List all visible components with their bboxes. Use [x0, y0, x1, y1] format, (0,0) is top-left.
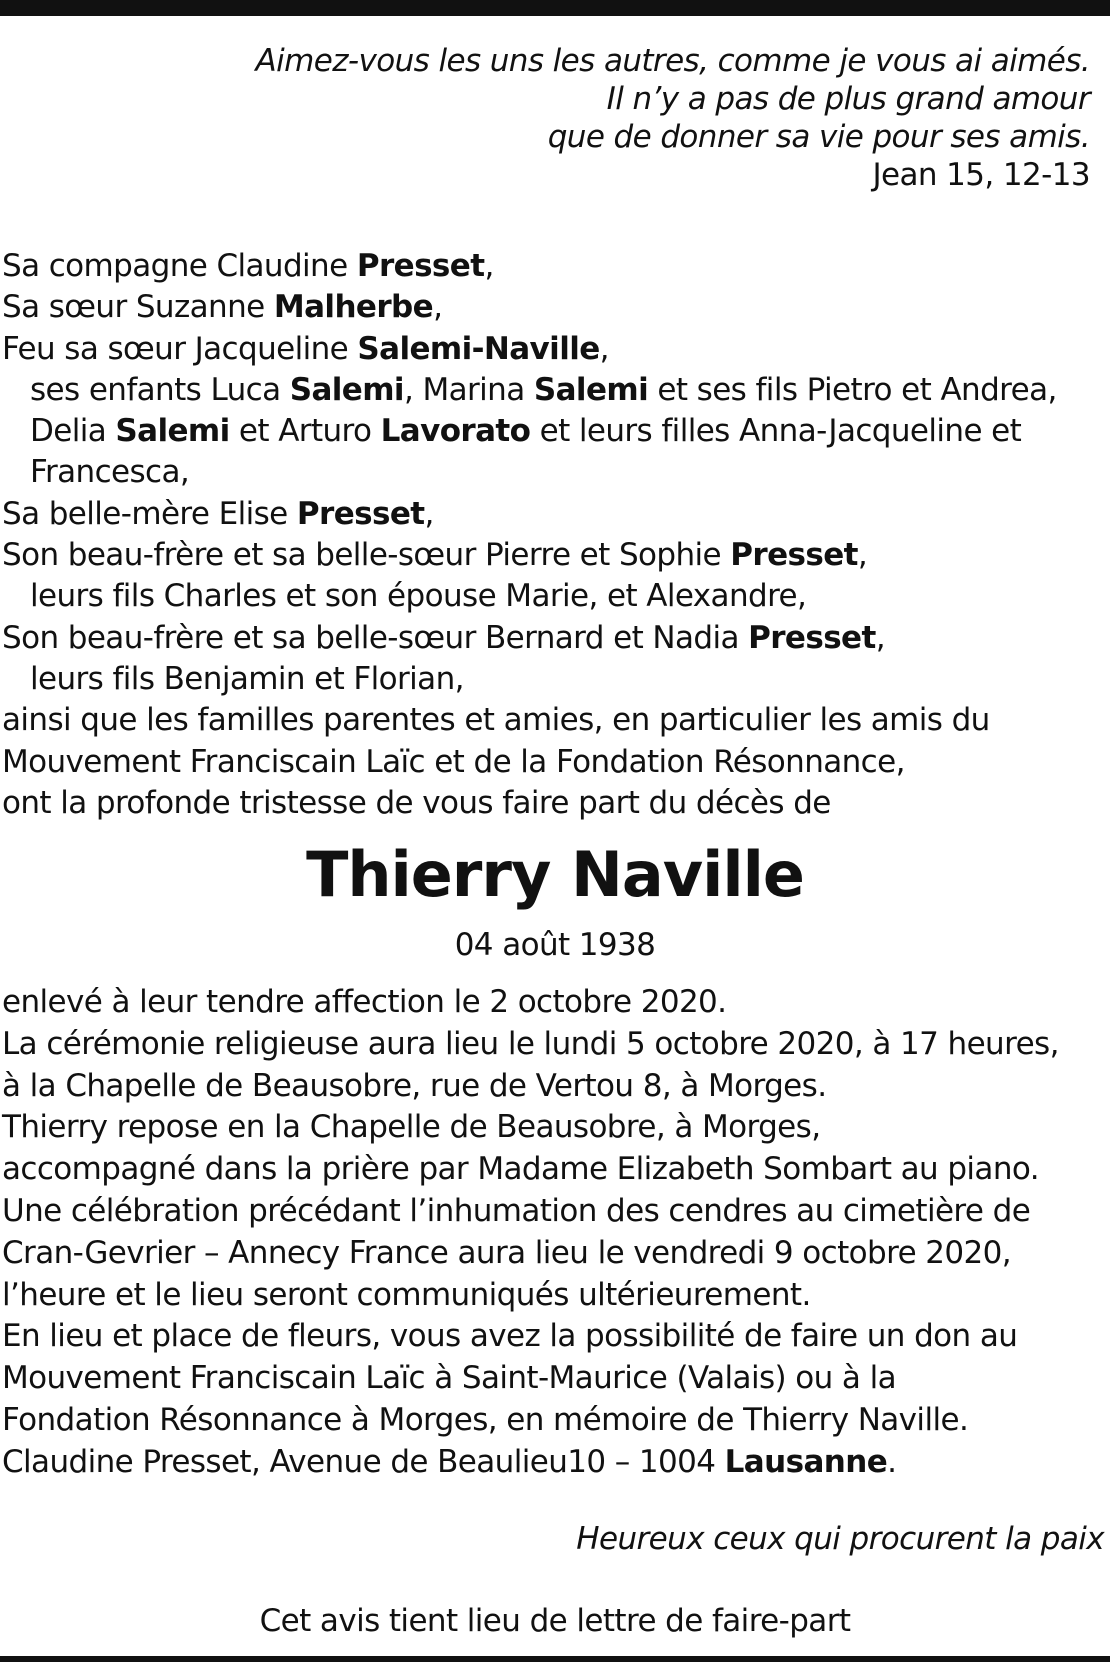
family-line — [2, 370, 1102, 411]
family-line — [2, 287, 1102, 328]
family-text: Son beau-frère et sa belle-sœur Pierre et Sophie — [2, 537, 731, 574]
family-punct: , — [875, 619, 885, 656]
body-line: Thierry repose en la Chapelle de Beausobre, à Morges, — [2, 1109, 821, 1146]
family-surname: Salemi — [533, 371, 649, 408]
deceased-name: Thierry Naville — [306, 838, 804, 911]
family-line: leurs fils Charles et son épouse Marie, et Alexandre, — [30, 578, 807, 615]
family-line — [2, 618, 1102, 659]
family-line — [2, 246, 1102, 287]
family-punct: , — [433, 289, 443, 326]
bottom-rule — [0, 1656, 1110, 1662]
family-text: , Marina — [403, 371, 534, 408]
family-line: Mouvement Franciscain Laïc et de la Fondation Résonnance, — [2, 743, 905, 780]
family-line — [2, 411, 1102, 452]
family-text: Sa compagne Claudine — [2, 248, 357, 284]
family-text: Feu sa sœur Jacqueline — [2, 330, 358, 367]
family-line — [2, 329, 1102, 370]
family-punct: , — [484, 248, 494, 284]
body-line: La cérémonie religieuse aura lieu le lundi 5 octobre 2020, à 17 heures, — [2, 1025, 1059, 1062]
family-text: ses enfants Luca — [30, 371, 290, 408]
family-line — [2, 494, 1102, 535]
body-line: l’heure et le lieu seront communiqués ultérieurement. — [2, 1276, 811, 1313]
body-line: accompagné dans la prière par Madame Elizabeth Sombart au piano. — [2, 1151, 1039, 1188]
epigraph — [256, 42, 1090, 194]
family-text: Delia — [30, 413, 116, 450]
epigraph-line: que de donner sa vie pour ses amis. — [547, 119, 1090, 155]
family-punct: , — [857, 537, 868, 574]
body-line: Mouvement Franciscain Laïc à Saint-Maurice (Valais) ou à la — [2, 1360, 896, 1397]
family-surname: Lavorato — [380, 413, 531, 450]
family-text: et ses fils Pietro et Andrea, — [648, 371, 1057, 408]
closing-quote: Heureux ceux qui procurent la paix — [576, 1521, 1104, 1557]
epigraph-line: Aimez-vous les uns les autres, comme je vous ai aimés. — [255, 43, 1090, 79]
epigraph-line: Il n’y a pas de plus grand amour — [606, 81, 1090, 117]
family-surname: Salemi — [115, 413, 230, 450]
notice-line: Cet avis tient lieu de lettre de faire-part — [259, 1603, 851, 1639]
family-text: et Arturo — [229, 413, 381, 450]
body-line: Une célébration précédant l’inhumation des cendres au cimetière de — [2, 1192, 1031, 1229]
family-line: ainsi que les familles parentes et amies, en particulier les amis du — [2, 702, 990, 739]
family-surname: Presset — [730, 537, 858, 574]
body-line: En lieu et place de fleurs, vous avez la possibilité de faire un don au — [2, 1318, 1018, 1355]
family-punct: , — [424, 495, 434, 532]
family-text: Sa belle-mère Elise — [2, 495, 297, 532]
body-line: à la Chapelle de Beausobre, rue de Vertou 8, à Morges. — [2, 1067, 827, 1104]
family-punct: , — [599, 330, 609, 367]
birth-date: 04 août 1938 — [454, 927, 656, 963]
contact-address — [2, 1442, 1102, 1484]
family-surname: Salemi — [289, 371, 404, 408]
family-line — [2, 535, 1102, 576]
family-text: Sa sœur Suzanne — [2, 289, 274, 326]
family-line: ont la profonde tristesse de vous faire part du décès de — [2, 784, 831, 821]
family-surname: Malherbe — [273, 289, 434, 326]
address-city: Lausanne — [724, 1443, 888, 1480]
body-line: enlevé à leur tendre affection le 2 octobre 2020. — [2, 984, 727, 1020]
body-line: Cran-Gevrier – Annecy France aura lieu le vendredi 9 octobre 2020, — [2, 1234, 1012, 1271]
address-punct: . — [887, 1443, 897, 1480]
family-list — [2, 246, 1102, 824]
body-line: Fondation Résonnance à Morges, en mémoire de Thierry Naville. — [2, 1401, 969, 1438]
family-text: Son beau-frère et sa belle-sœur Bernard et Nadia — [2, 619, 749, 656]
family-line: Francesca, — [30, 454, 190, 491]
top-rule — [0, 0, 1110, 16]
family-surname: Presset — [748, 619, 876, 656]
family-surname: Salemi-Naville — [357, 330, 600, 367]
family-text: et leurs filles Anna-Jacqueline et — [530, 413, 1022, 450]
address-text: Claudine Presset, Avenue de Beaulieu10 – 1004 — [2, 1443, 725, 1480]
family-surname: Presset — [296, 495, 425, 532]
epigraph-reference: Jean 15, 12-13 — [872, 157, 1090, 193]
announcement-body — [2, 982, 1102, 1484]
family-surname: Presset — [356, 248, 485, 284]
family-line: leurs fils Benjamin et Florian, — [30, 660, 464, 697]
